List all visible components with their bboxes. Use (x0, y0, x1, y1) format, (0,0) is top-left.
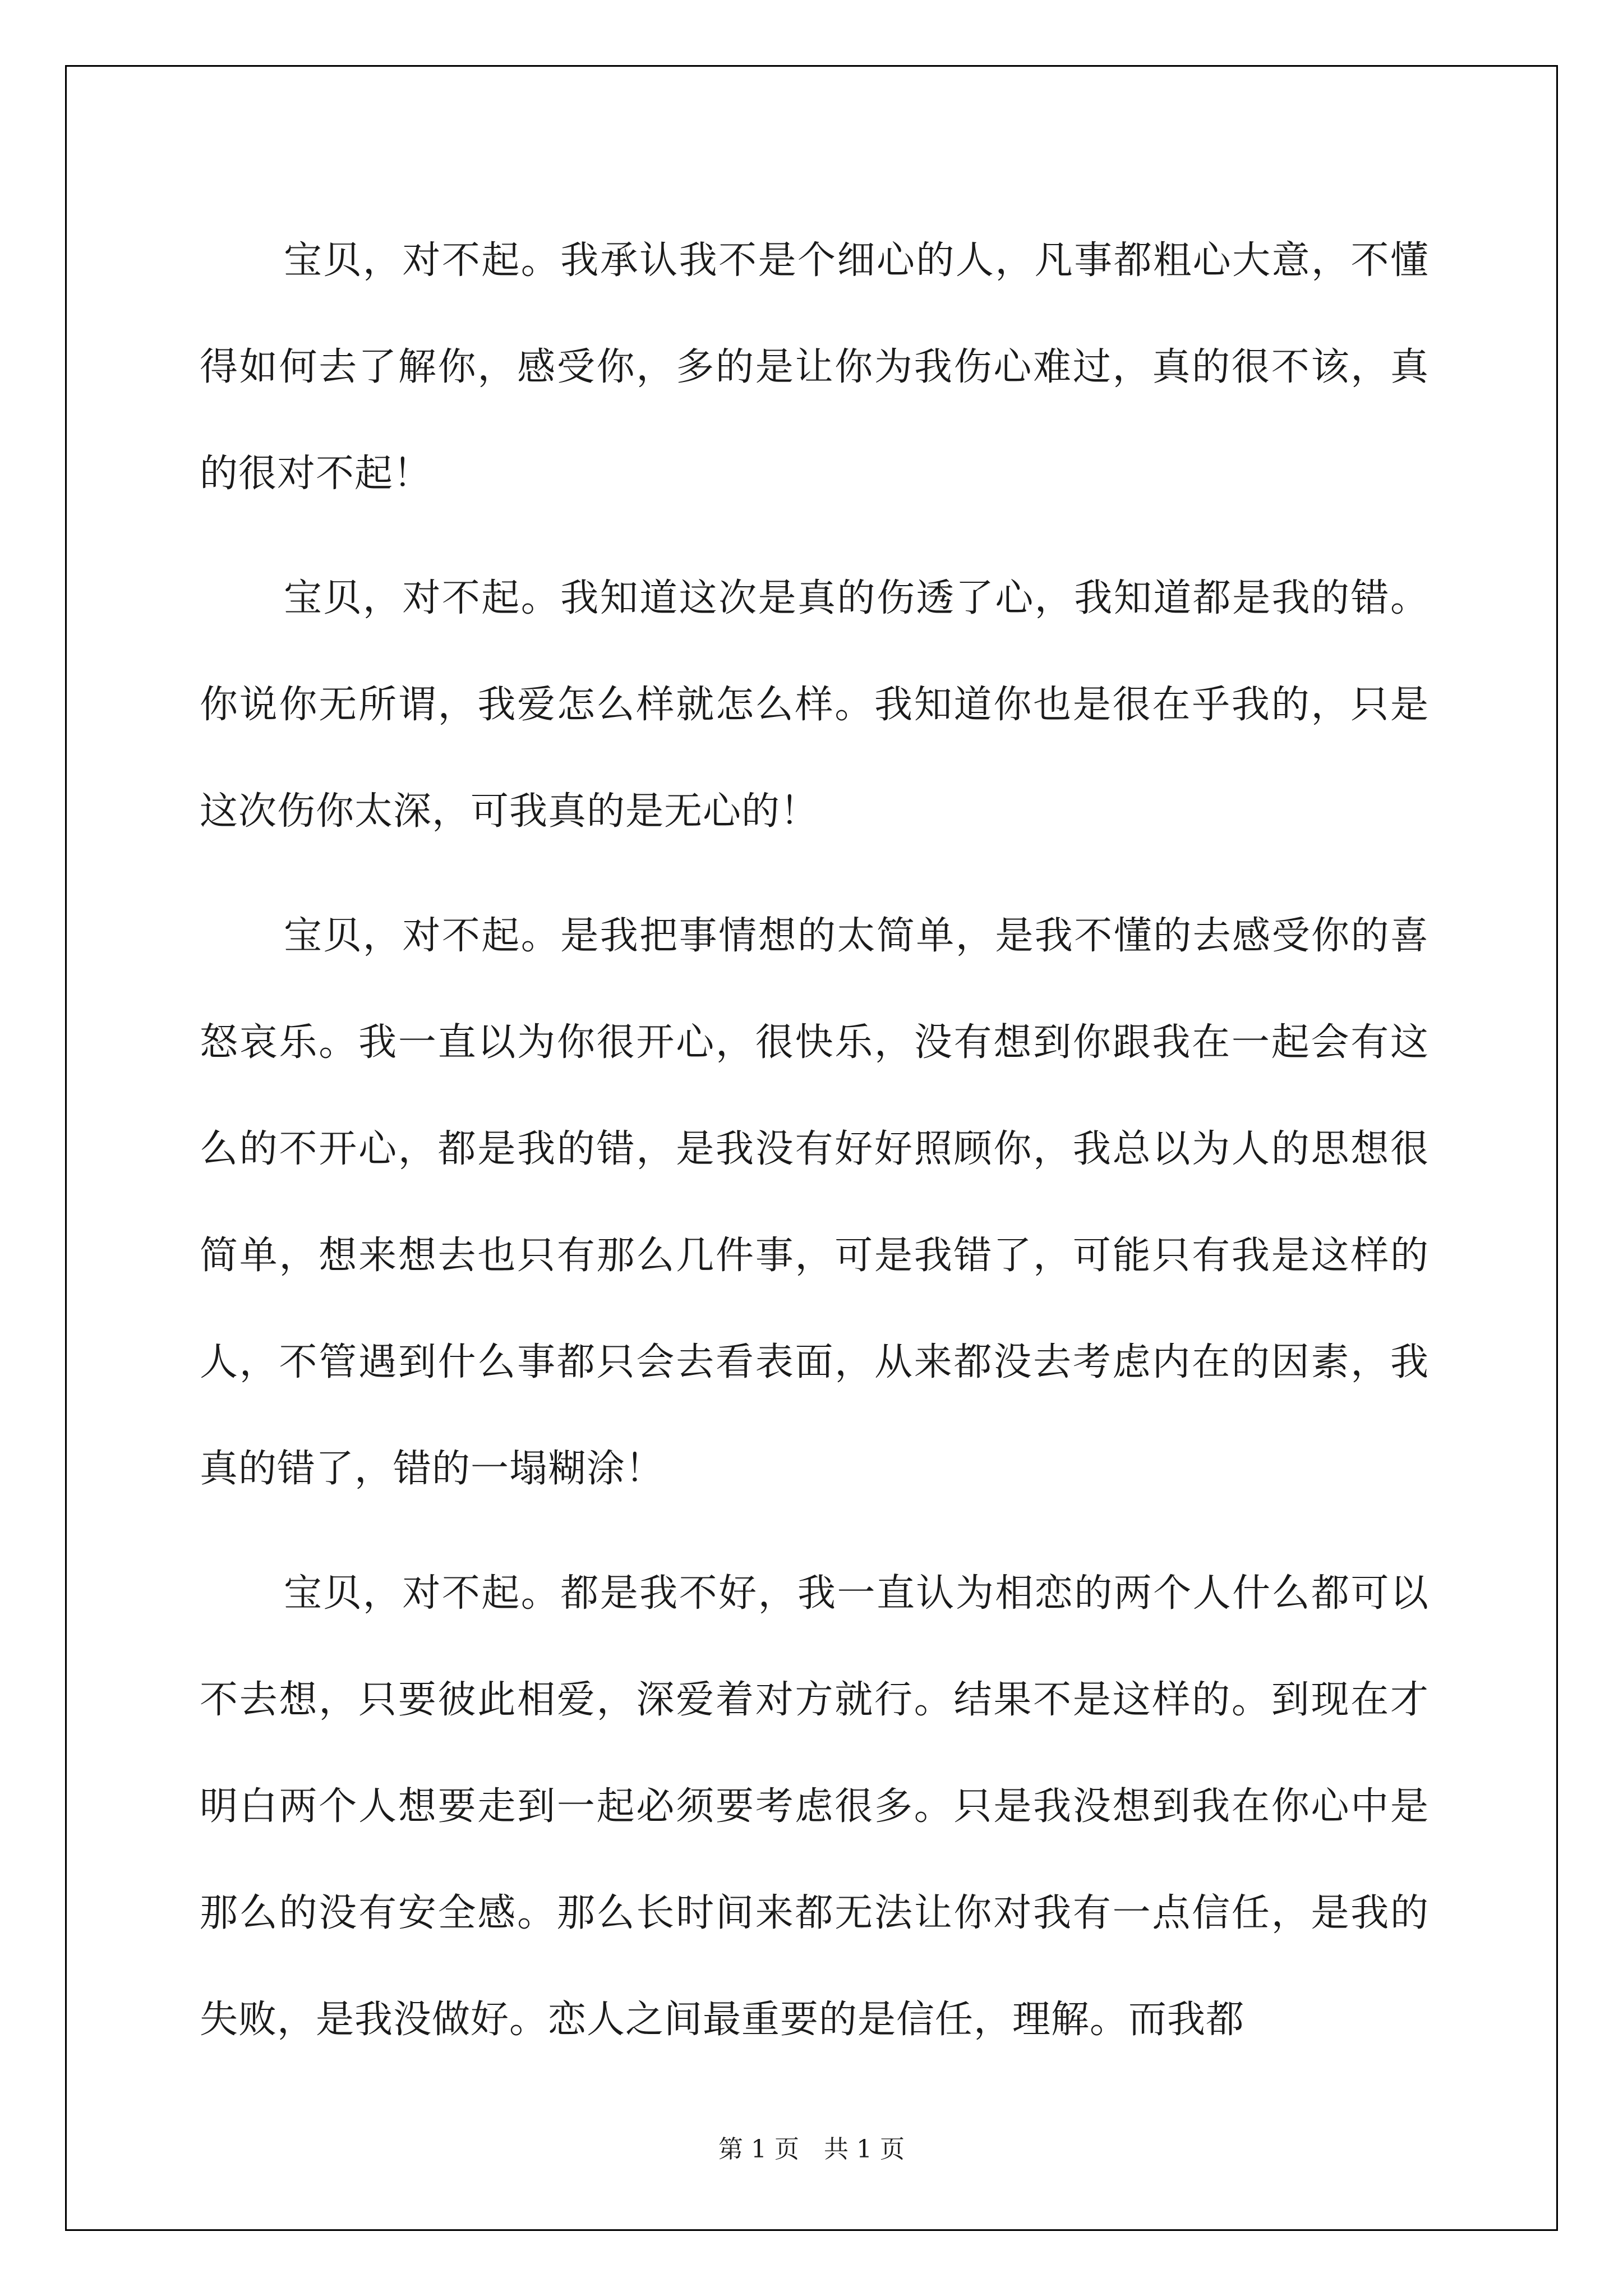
paragraph-2: 宝贝，对不起。我知道这次是真的伤透了心，我知道都是我的错。你说你无所谓，我爱怎么样就怎么样。我知道你也是很在乎我的，只是这次伤你太深，可我真的是无心的！ (200, 576, 1429, 834)
paragraph-1: 宝贝，对不起。我承认我不是个细心的人，凡事都粗心大意，不懂得如何去了解你，感受你，多的是让你为我伤心难过，真的很不该，真的很对不起！ (200, 238, 1429, 496)
document-body (200, 208, 1429, 2091)
page-number-label: 第 1 页 共 1 页 (718, 2135, 905, 2164)
page-footer (0, 2129, 1623, 2165)
paragraph-4: 宝贝，对不起。都是我不好，我一直认为相恋的两个人什么都可以不去想，只要彼此相爱，深爱着对方就行。结果不是这样的。到现在才明白两个人想要走到一起必须要考虑很多。只是我没想到我在你心中是那么的没有安全感。那么长时间来都无法让你对我有一点信任，是我的失败，是我没做好。恋人之间最重要的是信任，理解。而我都 (200, 1571, 1429, 2042)
paragraph-3: 宝贝，对不起。是我把事情想的太简单，是我不懂的去感受你的喜怒哀乐。我一直以为你很开心，很快乐，没有想到你跟我在一起会有这么的不开心，都是我的错，是我没有好好照顾你，我总以为人的思想很简单，想来想去也只有那么几件事，可是我错了，可能只有我是这样的人，不管遇到什么事都只会去看表面，从来都没去考虑内在的因素，我真的错了，错的一塌糊涂！ (200, 914, 1429, 1491)
